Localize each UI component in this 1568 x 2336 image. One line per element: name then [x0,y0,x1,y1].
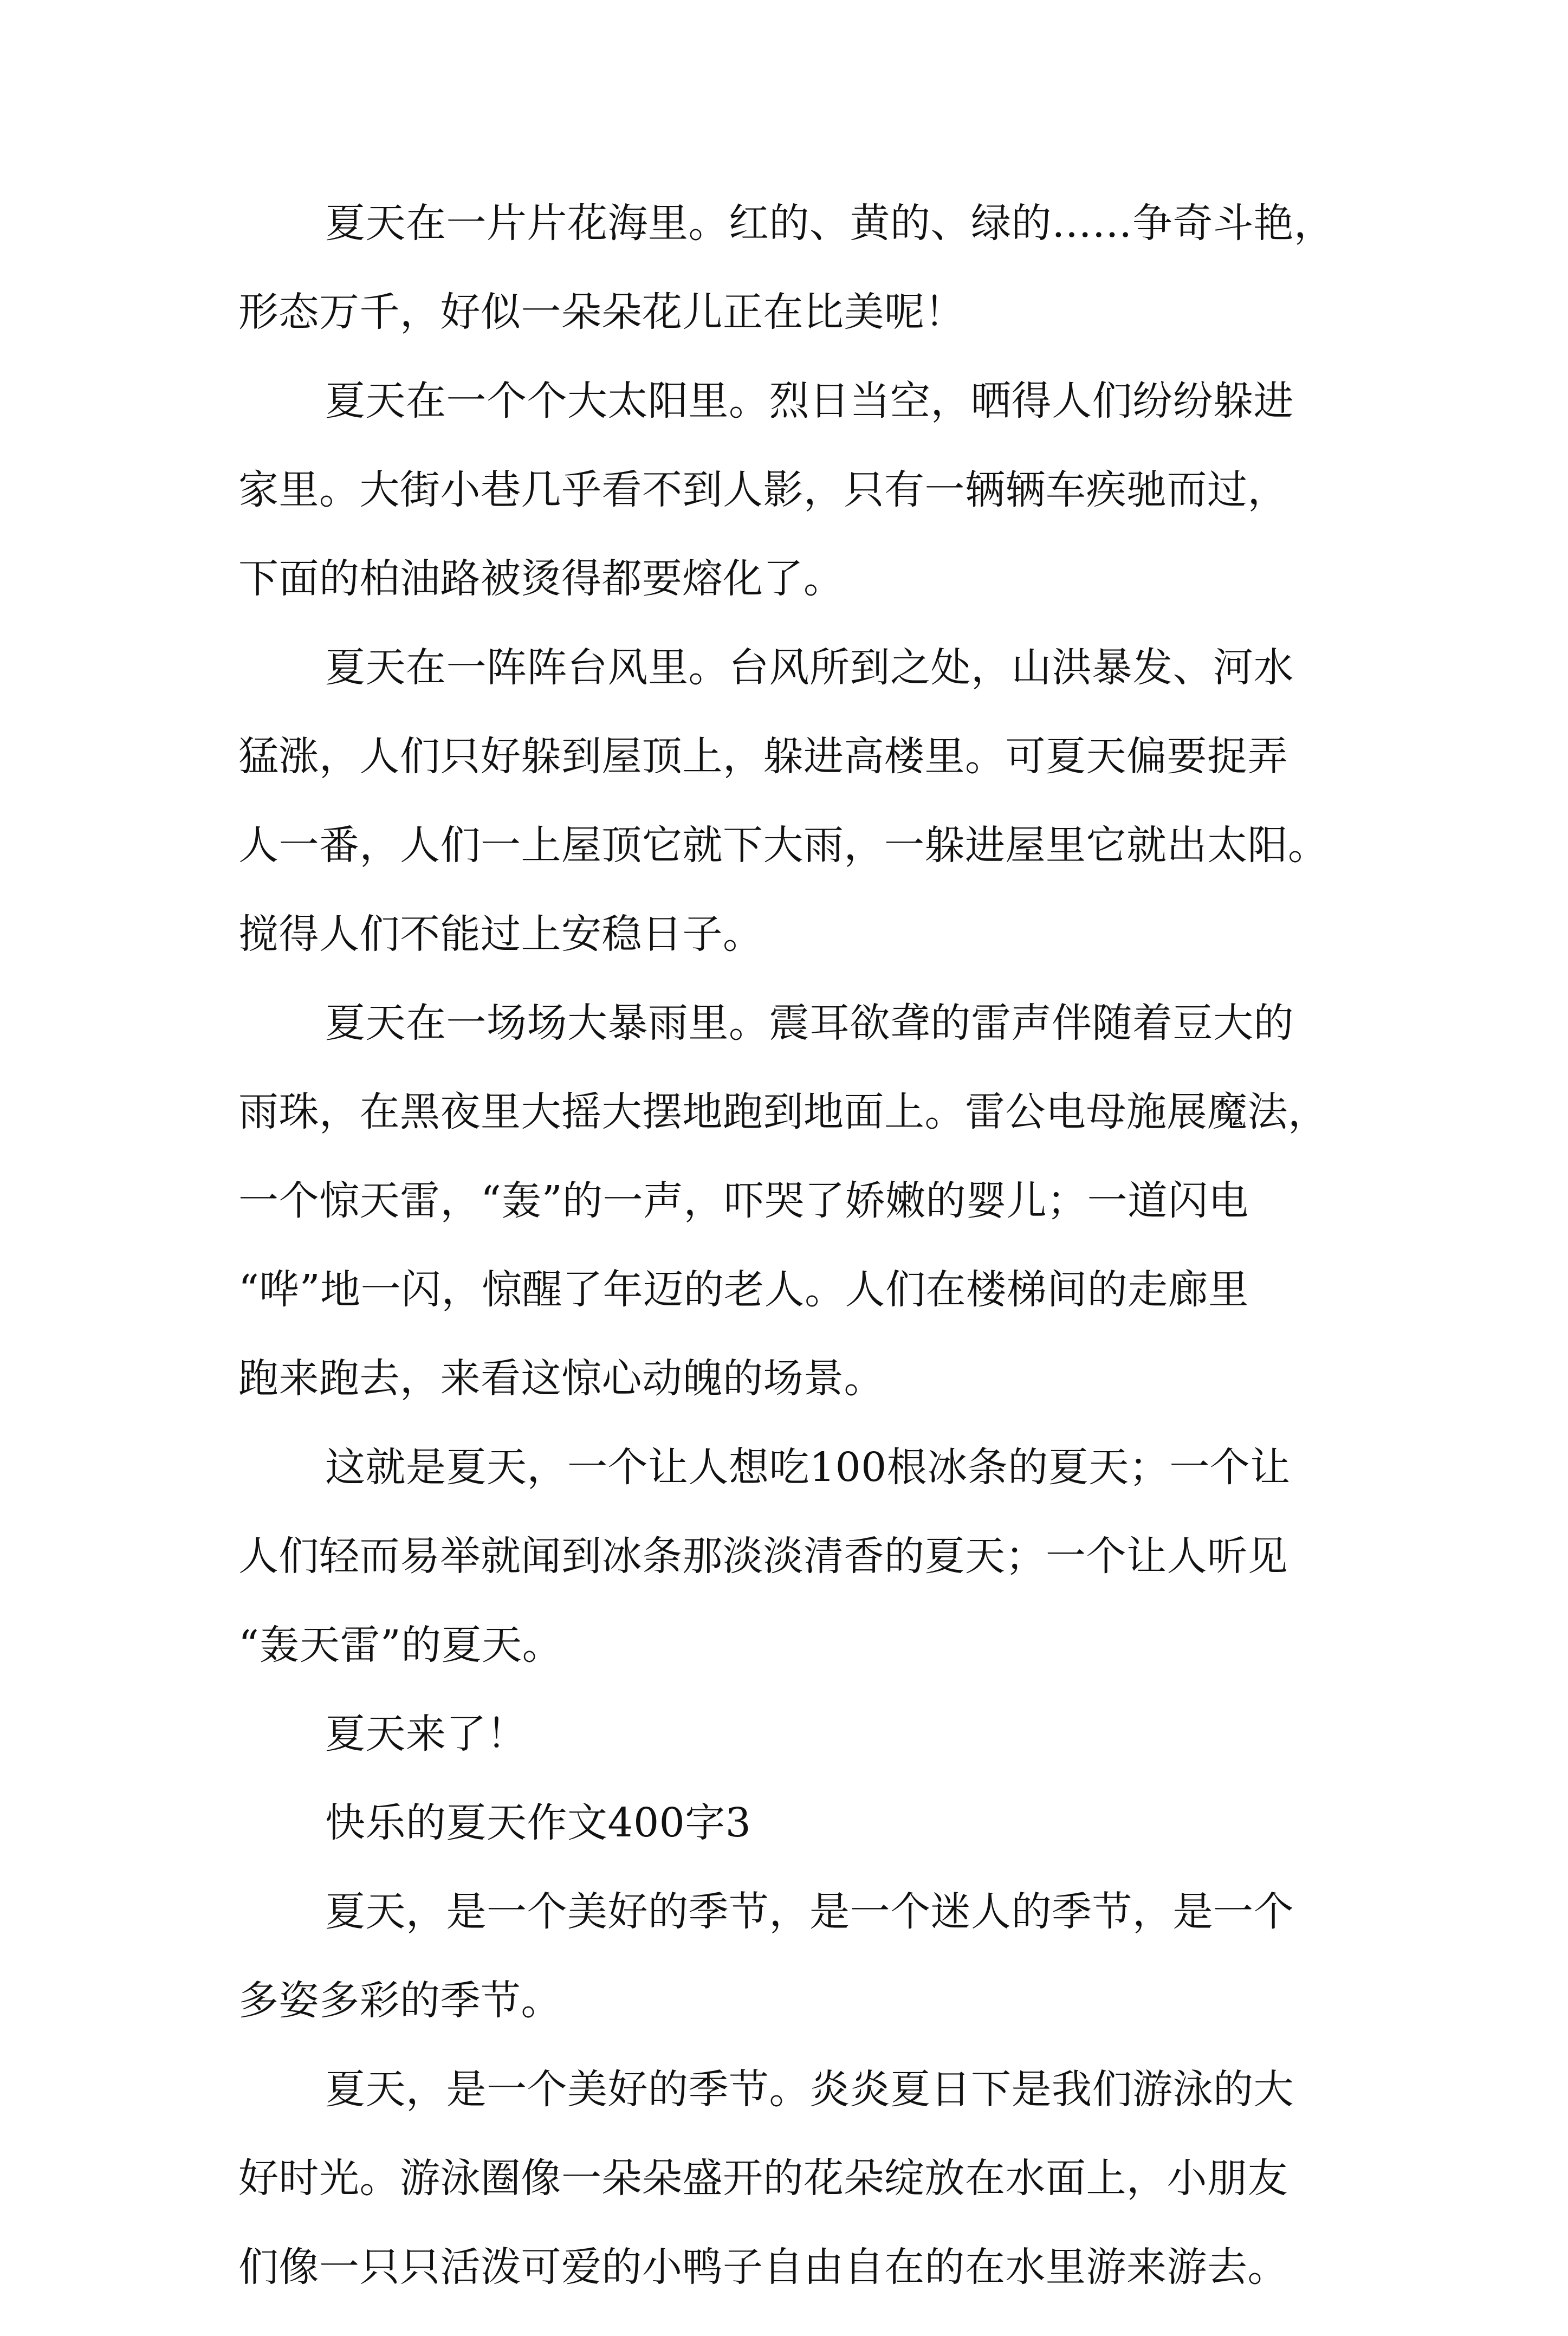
text-line: “哗”地一闪，惊醒了年迈的老人。人们在楼梯间的走廊里 [238,1266,1249,1313]
text-line: 夏天来了！ [325,1711,527,1757]
text-line: 搅得人们不能过上安稳日子。 [238,911,763,957]
text-line: 人们轻而易举就闻到冰条那淡淡清香的夏天；一个让人听见 [238,1533,1288,1580]
text-line: 这就是夏天，一个让人想吃100根冰条的夏天；一个让 [325,1444,1291,1491]
text-line: 夏天在一片片花海里。红的、黄的、绿的……争奇斗艳， [325,200,1334,247]
text-line: 夏天，是一个美好的季节。炎炎夏日下是我们游泳的大 [325,2066,1294,2113]
text-line: 家里。大街小巷几乎看不到人影，只有一辆辆车疾驰而过， [238,467,1288,513]
text-line: 猛涨，人们只好躲到屋顶上，躲进高楼里。可夏天偏要捉弄 [238,733,1288,780]
text-line: 们像一只只活泼可爱的小鸭子自由自在的在水里游来游去。 [238,2244,1288,2290]
text-line: “轰天雷”的夏天。 [238,1622,563,1668]
text-line: 多姿多彩的季节。 [238,1977,561,2024]
text-line: 下面的柏油路被烫得都要熔化了。 [238,555,844,602]
text-line: 形态万千，好似一朵朵花儿正在比美呢！ [238,289,965,335]
text-line: 好时光。游泳圈像一朵朵盛开的花朵绽放在水面上，小朋友 [238,2155,1288,2202]
text-line: 快乐的夏天作文400字3 [325,1800,751,1846]
document-body [238,200,1344,2336]
text-line: 跑来跑去，来看这惊心动魄的场景。 [238,1355,884,1402]
text-line: 夏天在一阵阵台风里。台风所到之处，山洪暴发、河水 [325,644,1294,691]
text-line: 夏天在一个个大太阳里。烈日当空，晒得人们纷纷躲进 [325,378,1294,424]
text-line: 人一番，人们一上屋顶它就下大雨，一躲进屋里它就出太阳。 [238,822,1329,869]
text-line: 夏天，是一个美好的季节，是一个迷人的季节，是一个 [325,1888,1294,1935]
text-line: 雨珠，在黑夜里大摇大摆地跑到地面上。雷公电母施展魔法， [238,1089,1329,1135]
text-line: 一个惊天雷，“轰”的一声，吓哭了娇嫩的婴儿；一道闪电 [238,1177,1249,1224]
text-line: 夏天在一场场大暴雨里。震耳欲聋的雷声伴随着豆大的 [325,1000,1294,1046]
